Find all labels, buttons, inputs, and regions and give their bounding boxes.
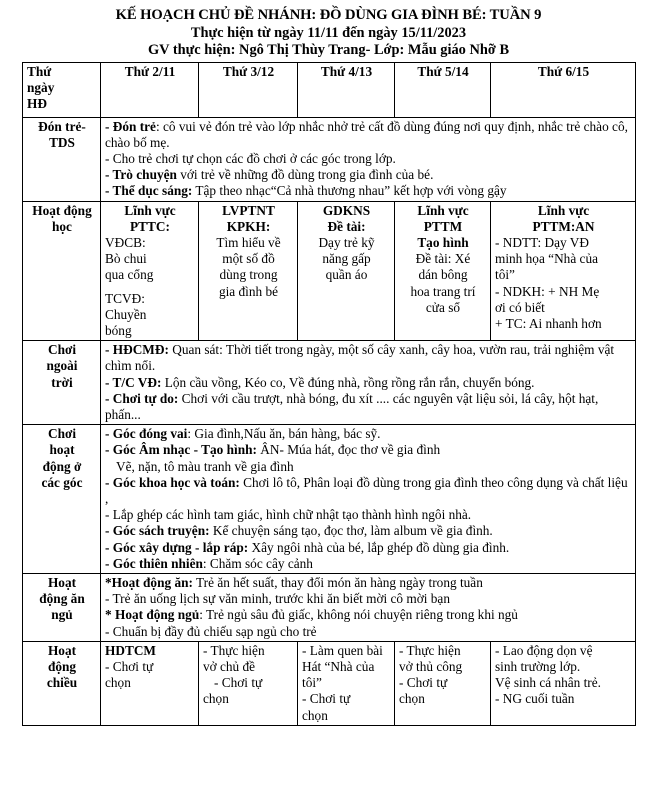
row-content-corners [101, 425, 636, 574]
row-label-meals-line-2: động ăn [39, 591, 85, 607]
afternoon-tue-line-1: - Thực hiện [203, 642, 265, 658]
table-header-row [23, 62, 636, 117]
row-label-corners-line-3: động ở [42, 458, 82, 474]
lesson-mon-body-1: VĐCB: [105, 234, 146, 250]
lesson-wed-body-2: năng gấp [322, 251, 371, 267]
corners-line-0-bold: - Góc đóng vai [105, 426, 188, 442]
afternoon-fri-line-3: Vệ sinh cá nhân trẻ. [495, 675, 601, 691]
day-header-wed: Thứ 4/13 [298, 62, 395, 117]
afternoon-fri-line-1: - Lao động dọn vệ [495, 642, 593, 658]
row-label-afternoon-line-2: động [47, 659, 77, 674]
table-row-arrival [23, 117, 636, 201]
corners-line-3-bold: - Góc khoa học và toán: [105, 474, 240, 490]
afternoon-wed-line-2: Hát “Nhà của tôi” [302, 659, 375, 691]
lesson-fri-body-1: - NDTT: Dạy VĐ [495, 234, 589, 250]
afternoon-wed-line-3: - Chơi tự [302, 691, 351, 707]
meals-line-3 [105, 624, 632, 640]
row-label-meals [23, 573, 101, 641]
corners-line-4 [105, 507, 632, 523]
table-row-outdoor [23, 341, 636, 425]
arrival-line-2 [105, 167, 632, 183]
lesson-mon-body2-2: Chuyền [105, 306, 147, 322]
lesson-cell-tue [199, 201, 298, 341]
corner-line-2: ngày [27, 79, 55, 95]
lesson-thu-body-3: hoa trang trí [410, 283, 476, 299]
lesson-fri-heading-1: Lĩnh vực [537, 202, 590, 218]
corners-line-2 [105, 459, 632, 475]
arrival-line-0-rest: : cô vui vẻ đón trẻ vào lớp nhắc nhở trẻ cất đồ dùng đúng nơi quy định, nhắc trẻ chào cô, chào bố mẹ. [105, 118, 628, 150]
corners-line-6-rest: Xây ngôi nhà của bé, lắp ghép đồ dùng gia đình. [248, 539, 510, 555]
row-content-meals [101, 573, 636, 641]
meals-line-1-rest: - Trẻ ăn uống lịch sự văn minh, trước khi ăn biết mời cô mời bạn [105, 591, 450, 607]
corners-line-1-bold: - Góc Âm nhạc - Tạo hình: [105, 442, 257, 458]
row-label-meals-line-3: ngủ [51, 607, 73, 623]
afternoon-fri-line-4: - NG cuối tuần [495, 691, 575, 707]
arrival-line-0 [105, 119, 632, 151]
lesson-thu-heading-3: Tạo hình [417, 234, 469, 250]
outdoor-line-0-rest: Quan sát: Thời tiết trong ngày, một số cây xanh, cây hoa, vườn rau, trải nghiệm vật chìm nổi. [105, 342, 615, 374]
corners-line-6-bold: - Góc xây dựng - lắp ráp: [105, 539, 249, 555]
afternoon-fri-line-2: sinh trường lớp. [495, 659, 581, 674]
lesson-tue-heading-2: KPKH: [226, 218, 271, 234]
lesson-wed-heading-2: Đề tài: [327, 218, 366, 234]
corners-line-5 [105, 523, 632, 539]
afternoon-mon-line-2: - Chơi tự [105, 659, 154, 674]
meals-line-0-rest: Trẻ ăn hết suất, thay đổi món ăn hàng ngày trong tuần [192, 574, 483, 590]
arrival-line-3 [105, 183, 632, 199]
lesson-thu-heading-2: PTTM [423, 218, 463, 234]
lesson-thu-body-4: cửa sổ [425, 299, 461, 315]
corners-line-5-bold: - Góc sách truyện: [105, 523, 210, 539]
lesson-cell-wed [298, 201, 395, 341]
meals-line-3-rest: - Chuẩn bị đầy đủ chiếu sạp ngủ cho trẻ [105, 623, 317, 639]
outdoor-line-0 [105, 342, 632, 374]
meals-line-2-bold: * Hoạt động ngủ [105, 607, 200, 623]
day-header-tue: Thứ 3/12 [199, 62, 298, 117]
outdoor-line-2-bold: - Chơi tự do: [105, 390, 179, 406]
corners-line-5-rest: Kể chuyện sáng tạo, đọc thơ, làm album về gia đình. [209, 523, 493, 539]
outdoor-line-2-rest: Chơi với cầu trượt, nhà bóng, đu xít .... các nguyên vật liệu sỏi, lá cây, hột hạt, phấn... [105, 390, 599, 422]
afternoon-thu-line-4: chọn [399, 691, 425, 707]
corners-line-3-rest: Chơi lô tô, Phân loại đồ dùng trong gia đình theo công dụng và chất liệu , [105, 474, 628, 506]
row-label-corners-line-1: Chơi [47, 426, 77, 442]
lesson-thu-heading-1: Lĩnh vực [417, 202, 469, 218]
lesson-mon-spacer [105, 284, 195, 291]
afternoon-wed-line-4: chọn [302, 707, 328, 723]
meals-line-1 [105, 591, 632, 607]
outdoor-line-0-bold: - HĐCMĐ: [105, 342, 169, 358]
implementation-date-line: Thực hiện từ ngày 11/11 đến ngày 15/11/2023 [190, 24, 467, 41]
lesson-tue-body-4: gia đình bé [218, 283, 279, 299]
row-label-outdoor-line-1: Chơi [47, 342, 77, 358]
afternoon-thu-line-2: vở thủ công [399, 659, 463, 674]
afternoon-cell-tue [199, 641, 298, 725]
row-label-outdoor-line-2: ngoài [46, 358, 78, 374]
meals-line-2 [105, 607, 632, 623]
afternoon-mon-line-1: HDTCM [105, 642, 156, 658]
row-label-afternoon-line-3: chiều [46, 675, 78, 691]
lesson-fri-heading-2: PTTM:AN [532, 218, 595, 234]
row-label-arrival [23, 117, 101, 201]
lesson-tue-body-1: Tìm hiểu về [216, 234, 281, 250]
afternoon-mon-line-3: chọn [105, 675, 131, 691]
day-header-mon: Thứ 2/11 [101, 62, 199, 117]
row-label-lessons: Hoạt động học [23, 201, 101, 341]
afternoon-wed-line-1: - Làm quen bài [302, 642, 383, 658]
lesson-fri-body-4: - NDKH: + NH Mẹ [495, 283, 600, 299]
arrival-line-2-bold: - Trò chuyện [105, 167, 177, 183]
lesson-mon-heading-1: Lĩnh vực [124, 202, 176, 218]
lesson-cell-thu [395, 201, 491, 341]
corners-line-7-bold: - Góc thiên nhiên [105, 555, 203, 571]
weekly-plan-table [22, 62, 636, 726]
teacher-class-line: GV thực hiện: Ngô Thị Thùy Trang- Lớp: Mẫu giáo Nhỡ B [147, 42, 510, 58]
corner-line-1: Thứ [27, 63, 52, 79]
table-row-meals [23, 573, 636, 641]
lesson-wed-body-1: Dạy trẻ kỹ [318, 234, 375, 250]
row-label-outdoor-line-3: trời [51, 374, 73, 390]
lesson-tue-body-2: một số đồ [222, 251, 275, 267]
meals-line-0 [105, 575, 632, 591]
meals-line-2-rest: : Trẻ ngủ sâu đủ giấc, không nói chuyện riêng trong khi ngủ [199, 607, 518, 623]
corners-line-3 [105, 475, 632, 507]
lesson-tue-heading-1: LVPTNT [222, 202, 275, 218]
arrival-line-3-bold: - Thể dục sáng: [105, 183, 193, 199]
afternoon-tue-line-3: - Chơi tự [214, 675, 263, 691]
afternoon-cell-wed [298, 641, 395, 725]
lesson-thu-body-2: dán bông [418, 267, 468, 283]
row-label-corners-line-4: các góc [41, 474, 83, 490]
lesson-mon-body2-1: TCVĐ: [105, 290, 145, 306]
row-label-arrival-line-2: TDS [49, 134, 75, 150]
corners-line-6 [105, 540, 632, 556]
arrival-line-1 [105, 151, 632, 167]
corners-line-1-rest: ÂN- Múa hát, đọc thơ về gia đình [256, 442, 441, 458]
lesson-tue-body-3: dùng trong [219, 267, 278, 283]
outdoor-line-1-bold: - T/C VĐ: [105, 374, 162, 390]
corners-line-0 [105, 426, 632, 442]
day-header-fri: Thứ 6/15 [491, 62, 636, 117]
lesson-fri-body-6: + TC: Ai nhanh hơn [495, 315, 602, 331]
corners-line-2-rest: Vẽ, nặn, tô màu tranh về gia đình [116, 458, 294, 474]
afternoon-thu-line-1: - Thực hiện [399, 642, 461, 658]
corners-line-1 [105, 442, 632, 458]
lesson-wed-body-3: quần áo [325, 267, 368, 283]
corners-line-4-rest: - Lắp ghép các hình tam giác, hình chữ nhật tạo thành hình ngôi nhà. [105, 507, 472, 523]
meals-line-0-bold: *Hoạt động ăn: [105, 574, 193, 590]
lesson-mon-body-2: Bò chui [105, 251, 147, 267]
lesson-cell-mon [101, 201, 199, 341]
afternoon-thu-line-3: - Chơi tự [399, 675, 448, 691]
page-title: KẾ HOẠCH CHỦ ĐỀ NHÁNH: ĐỒ DÙNG GIA ĐÌNH BÉ: TUẦN 9 [115, 7, 542, 23]
afternoon-tue-line-2: vở chủ đề [203, 659, 256, 674]
outdoor-line-1 [105, 375, 632, 391]
row-content-outdoor [101, 341, 636, 425]
outdoor-line-1-rest: Lộn cầu vồng, Kéo co, Về đúng nhà, rồng rồng rắn rắn, chuyển bóng. [161, 374, 535, 390]
day-header-thu: Thứ 5/14 [395, 62, 491, 117]
arrival-line-2-rest: với trẻ về những đồ dùng trong gia đình của bé. [176, 167, 434, 183]
afternoon-cell-fri [491, 641, 636, 725]
lesson-mon-heading-2: PTTC: [130, 218, 170, 234]
lesson-fri-body-3: tôi” [495, 267, 515, 283]
row-label-arrival-line-1: Đón trẻ- [38, 118, 86, 134]
row-label-afternoon-line-1: Hoạt [47, 642, 77, 658]
afternoon-cell-thu [395, 641, 491, 725]
corners-line-7 [105, 556, 632, 572]
afternoon-tue-line-4: chọn [203, 691, 229, 707]
lesson-cell-fri [491, 201, 636, 341]
lesson-mon-body-3: qua cổng [105, 267, 154, 283]
row-label-corners [23, 425, 101, 574]
lesson-wed-heading-1: GDKNS [322, 202, 371, 218]
corner-line-3: HĐ [27, 95, 47, 111]
lesson-mon-body2-3: bóng [105, 322, 132, 338]
row-label-outdoor [23, 341, 101, 425]
lesson-thu-body-1: Đề tài: Xé [415, 251, 471, 267]
arrival-line-1-rest: - Cho trẻ chơi tự chọn các đồ chơi ở các góc trong lớp. [105, 150, 396, 166]
arrival-line-3-rest: Tập theo nhạc“Cả nhà thương nhau” kết hợp với vòng gậy [192, 183, 507, 199]
table-row-lessons [23, 201, 636, 341]
row-label-corners-line-2: hoạt [49, 442, 75, 458]
table-row-afternoon [23, 641, 636, 725]
lesson-fri-body-5: ơi có biết [495, 299, 545, 315]
afternoon-cell-mon [101, 641, 199, 725]
corner-header-cell [23, 62, 101, 117]
lesson-fri-body-2: minh họa “Nhà của [495, 251, 599, 267]
arrival-line-0-bold: - Đón trẻ [105, 118, 156, 134]
corners-line-7-rest: : Chăm sóc cây cảnh [202, 555, 313, 571]
row-content-arrival [101, 117, 636, 201]
row-label-afternoon [23, 641, 101, 725]
outdoor-line-2 [105, 391, 632, 423]
table-row-corners [23, 425, 636, 574]
corners-line-0-rest: : Gia đình,Nấu ăn, bán hàng, bác sỹ. [187, 426, 381, 442]
row-label-meals-line-1: Hoạt [47, 574, 77, 590]
